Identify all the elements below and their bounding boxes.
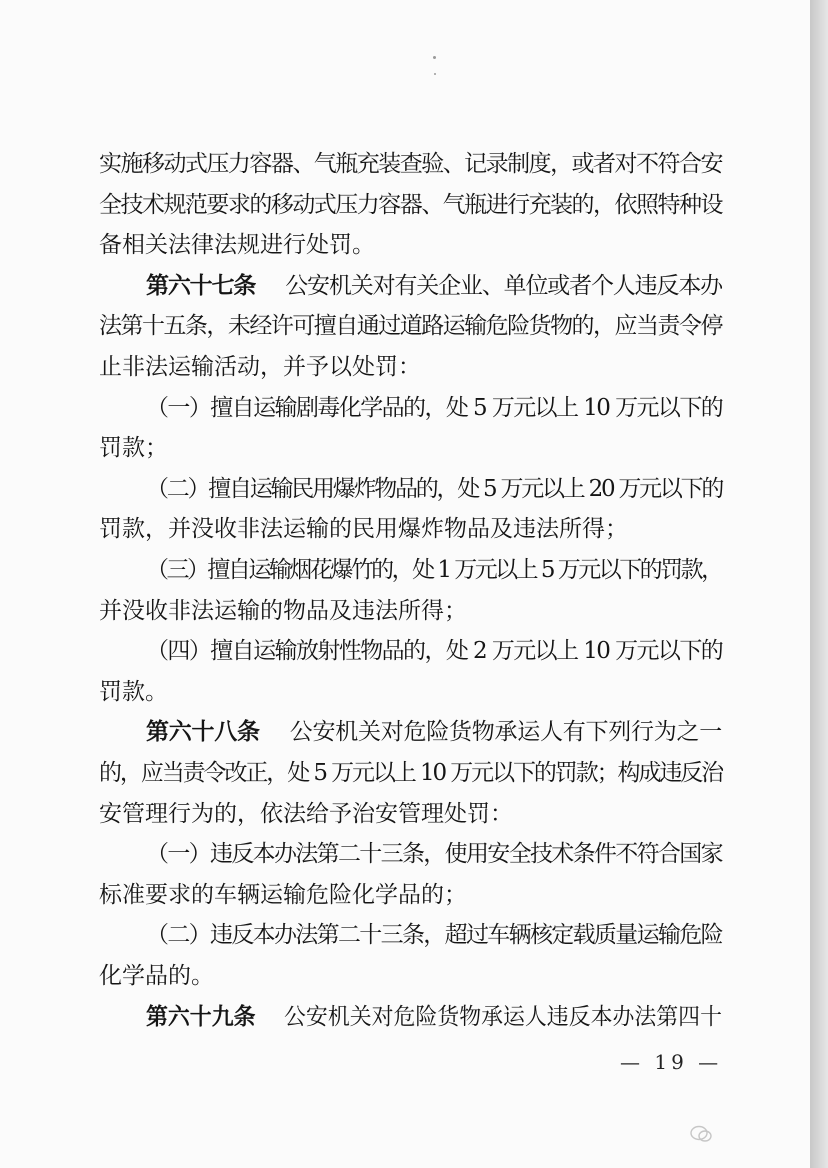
text-line <box>99 758 722 788</box>
chat-bubble-icon <box>690 1125 712 1143</box>
line-text: 止非法运输活动，并予以处罚： <box>99 354 421 380</box>
text-line <box>146 920 722 950</box>
line-text: 罚款； <box>99 435 168 461</box>
line-text: 罚款，并没收非法运输的民用爆炸物品及违法所得； <box>99 516 628 542</box>
scan-speck <box>433 56 436 59</box>
text-line <box>99 961 214 991</box>
article-heading: 第六十八条 <box>146 719 260 745</box>
text-line <box>99 352 421 382</box>
text-line <box>99 433 168 463</box>
text-line <box>99 230 375 260</box>
line-text: （二）擅自运输民用爆炸物品的，处 5 万元以上 20 万元以下的 <box>146 476 723 502</box>
text-line <box>146 636 722 666</box>
line-text: 实施移动式压力容器、气瓶充装查验、记录制度，或者对不符合安 <box>99 151 722 177</box>
line-text: 全技术规范要求的移动式压力容器、气瓶进行充装的，依照特种设 <box>99 192 722 218</box>
line-text: 法第十五条，未经许可擅自通过道路运输危险货物的，应当责令停 <box>99 313 722 339</box>
text-line <box>99 149 722 179</box>
line-text: 公安机关对危险货物承运人违反本办法第四十 <box>284 1004 722 1030</box>
line-text: 备相关法律法规进行处罚。 <box>99 232 375 258</box>
line-text: （二）违反本办法第二十三条，超过车辆核定载质量运输危险 <box>146 922 722 948</box>
line-text: （四）擅自运输放射性物品的，处 2 万元以上 10 万元以下的 <box>146 638 723 664</box>
line-text: 标准要求的车辆运输危险化学品的； <box>99 882 467 908</box>
text-line <box>99 311 722 341</box>
line-text: 的，应当责令改正，处 5 万元以上 10 万元以下的罚款；构成违反治 <box>99 760 723 786</box>
text-line <box>146 271 722 301</box>
scan-speck <box>434 73 436 75</box>
line-text: 罚款。 <box>99 679 168 705</box>
page-number: — 19 — <box>620 1050 723 1074</box>
text-line <box>146 1002 722 1032</box>
line-text: 安管理行为的，依法给予治安管理处罚： <box>99 801 513 827</box>
text-line <box>99 880 467 910</box>
article-heading: 第六十九条 <box>146 1004 256 1030</box>
line-text: （一）违反本办法第二十三条，使用安全技术条件不符合国家 <box>146 841 722 867</box>
watermark <box>690 1122 712 1146</box>
text-line <box>146 555 722 585</box>
line-text: 公安机关对有关企业、单位或者个人违反本办 <box>285 273 723 299</box>
text-line <box>99 799 513 829</box>
text-line <box>146 474 722 504</box>
text-line <box>99 596 467 626</box>
line-text: 并没收非法运输的物品及违法所得； <box>99 598 467 624</box>
text-line <box>146 717 722 747</box>
line-text: （一）擅自运输剧毒化学品的，处 5 万元以上 10 万元以下的 <box>146 395 723 421</box>
text-line <box>146 839 722 869</box>
line-text: 化学品的。 <box>99 963 214 989</box>
text-line <box>99 677 168 707</box>
page-edge <box>810 0 828 1168</box>
text-line <box>99 514 628 544</box>
article-heading: 第六十七条 <box>146 273 256 299</box>
line-text: （三）擅自运输烟花爆竹的，处 1 万元以上 5 万元以下的罚款， <box>146 557 722 583</box>
text-line <box>99 190 722 220</box>
text-line <box>146 393 722 423</box>
line-text: 公安机关对危险货物承运人有下列行为之一 <box>289 719 722 745</box>
